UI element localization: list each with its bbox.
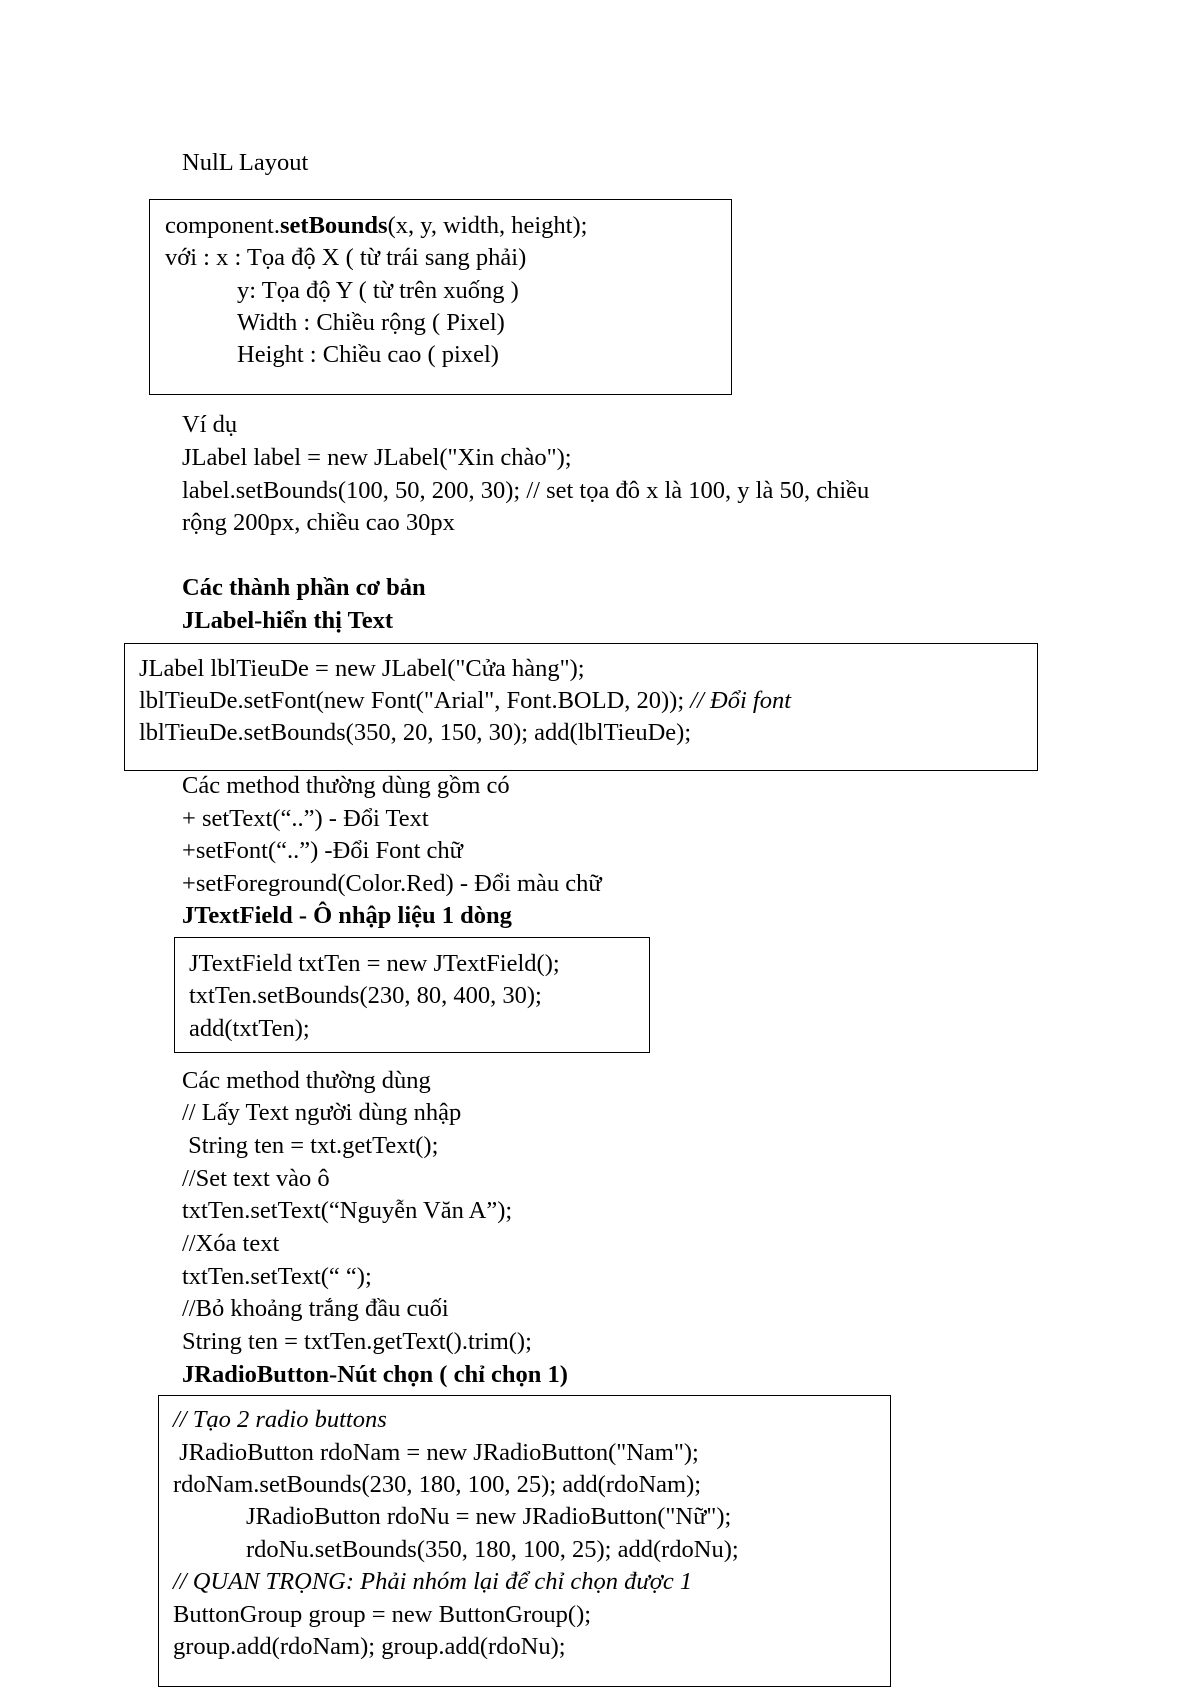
jlabel-methods-intro: Các method thường dùng gồm có bbox=[182, 772, 510, 799]
jradio-code-line: ButtonGroup group = new ButtonGroup(); bbox=[173, 1601, 592, 1628]
example-code-line: rộng 200px, chiều cao 30px bbox=[182, 509, 455, 536]
jtextfield-method-line: String ten = txt.getText(); bbox=[182, 1132, 439, 1159]
jradio-code-line: group.add(rdoNam); group.add(rdoNu); bbox=[173, 1633, 566, 1660]
jtextfield-method-line: //Bỏ khoảng trắng đầu cuối bbox=[182, 1295, 449, 1322]
jtextfield-method-line: String ten = txtTen.getText().trim(); bbox=[182, 1328, 532, 1355]
jtextfield-code-line: txtTen.setBounds(230, 80, 400, 30); bbox=[189, 982, 542, 1009]
jlabel-code-setfont: lblTieuDe.setFont(new Font("Arial", Font.BOLD, 20)); bbox=[139, 687, 691, 714]
setbounds-height-desc: Height : Chiều cao ( pixel) bbox=[237, 341, 499, 368]
jradio-code-line: JRadioButton rdoNu = new JRadioButton("Nữ"); bbox=[246, 1503, 732, 1530]
page-title: NulL Layout bbox=[182, 149, 309, 176]
jradio-code-comment: // Tạo 2 radio buttons bbox=[173, 1406, 387, 1433]
jtextfield-method-line: //Xóa text bbox=[182, 1230, 280, 1257]
jtextfield-code-line: add(txtTen); bbox=[189, 1015, 310, 1042]
section-heading-basic: Các thành phần cơ bản bbox=[182, 574, 426, 601]
jradio-code-line: JRadioButton rdoNam = new JRadioButton("Nam"); bbox=[173, 1439, 699, 1466]
jtextfield-methods-intro: Các method thường dùng bbox=[182, 1067, 431, 1094]
jlabel-code-line: lblTieuDe.setBounds(350, 20, 150, 30); add(lblTieuDe); bbox=[139, 719, 692, 746]
jtextfield-method-line: txtTen.setText(“Nguyễn Văn A”); bbox=[182, 1197, 513, 1224]
setbounds-method: setBounds bbox=[280, 212, 388, 239]
setbounds-x-desc: với : x : Tọa độ X ( từ trái sang phải) bbox=[165, 244, 527, 271]
setbounds-prefix: component. bbox=[165, 212, 280, 239]
setbounds-args: (x, y, width, height); bbox=[387, 212, 588, 239]
example-code-line: label.setBounds(100, 50, 200, 30); // set tọa đô x là 100, y là 50, chiều bbox=[182, 477, 870, 504]
jtextfield-method-line: txtTen.setText(“ “); bbox=[182, 1263, 372, 1290]
jtextfield-method-line: // Lấy Text người dùng nhập bbox=[182, 1099, 462, 1126]
setbounds-width-desc: Width : Chiều rộng ( Pixel) bbox=[237, 309, 505, 336]
jlabel-code-comment: // Đổi font bbox=[690, 687, 792, 714]
jtextfield-heading: JTextField - Ô nhập liệu 1 dòng bbox=[182, 902, 512, 929]
jradio-heading: JRadioButton-Nút chọn ( chỉ chọn 1) bbox=[182, 1361, 568, 1388]
setbounds-y-desc: y: Tọa độ Y ( từ trên xuống ) bbox=[237, 277, 519, 304]
jradio-code-line: rdoNam.setBounds(230, 180, 100, 25); add(rdoNam); bbox=[173, 1471, 702, 1498]
jlabel-heading: JLabel-hiển thị Text bbox=[182, 607, 394, 634]
jradio-code-line: rdoNu.setBounds(350, 180, 100, 25); add(rdoNu); bbox=[246, 1536, 739, 1563]
example-label: Ví dụ bbox=[182, 411, 238, 438]
jlabel-method-item: +setForeground(Color.Red) - Đổi màu chữ bbox=[182, 870, 602, 897]
setbounds-signature bbox=[165, 211, 587, 241]
jlabel-method-item: + setText(“..”) - Đổi Text bbox=[182, 805, 429, 832]
jtextfield-method-line: //Set text vào ô bbox=[182, 1165, 330, 1192]
jlabel-method-item: +setFont(“..”) -Đổi Font chữ bbox=[182, 837, 463, 864]
jtextfield-code-line: JTextField txtTen = new JTextField(); bbox=[189, 950, 560, 977]
example-code-line: JLabel label = new JLabel("Xin chào"); bbox=[182, 444, 572, 471]
jlabel-code-line bbox=[139, 686, 791, 716]
jradio-code-comment: // QUAN TRỌNG: Phải nhóm lại để chỉ chọn được 1 bbox=[173, 1568, 693, 1595]
jlabel-code-line: JLabel lblTieuDe = new JLabel("Cửa hàng"); bbox=[139, 655, 585, 682]
